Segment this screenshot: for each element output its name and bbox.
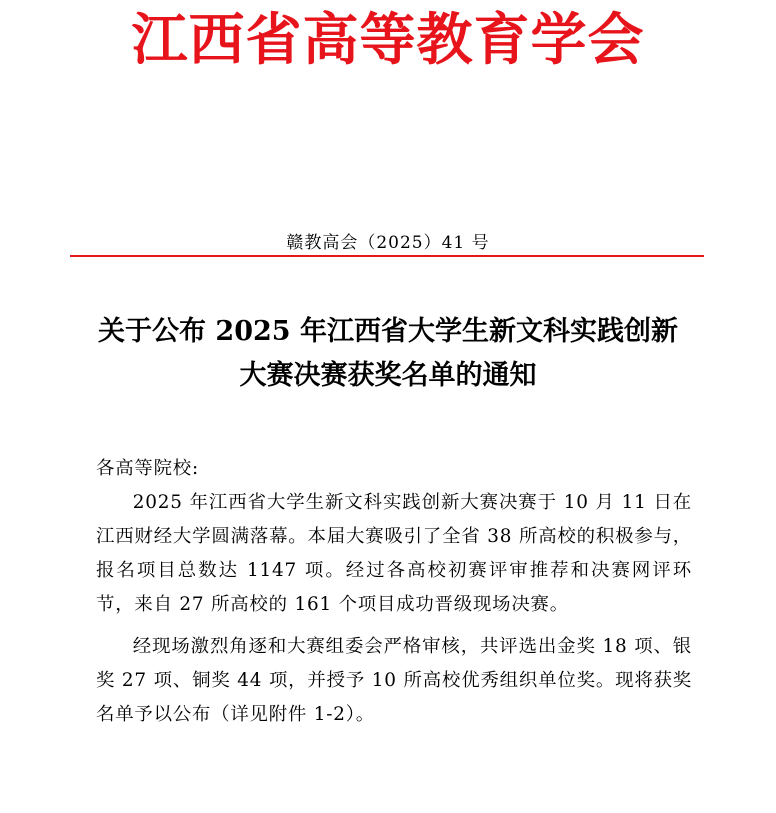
title-line-1: 关于公布 2025 年江西省大学生新文科实践创新 <box>98 316 678 347</box>
organization-masthead: 江西省高等教育学会 <box>131 7 645 73</box>
body-paragraph-1: 2025 年江西省大学生新文科实践创新大赛决赛于 10 月 11 日在江西财经大学圆满落幕。本届大赛吸引了全省 38 所高校的积极参与，报名项目总数达 1147 项。经过各高校初赛评审推荐和决赛网评环节，来自 27 所高校的 161 个项目成功晋级现场决赛。 <box>96 492 692 615</box>
document-title <box>60 310 716 398</box>
body-paragraph-2: 经现场激烈角逐和大赛组委会严格审核，共评选出金奖 18 项、银奖 27 项、铜奖 44 项，并授予 10 所高校优秀组织单位奖。现将获奖名单予以公布（详见附件 1-2）。 <box>96 636 692 725</box>
title-line-2: 大赛决赛获奖名单的通知 <box>239 360 537 391</box>
red-divider-line <box>70 255 704 257</box>
salutation: 各高等院校: <box>96 458 199 479</box>
document-number: 赣教高会（2025）41 号 <box>286 233 490 253</box>
document-body <box>96 452 692 732</box>
